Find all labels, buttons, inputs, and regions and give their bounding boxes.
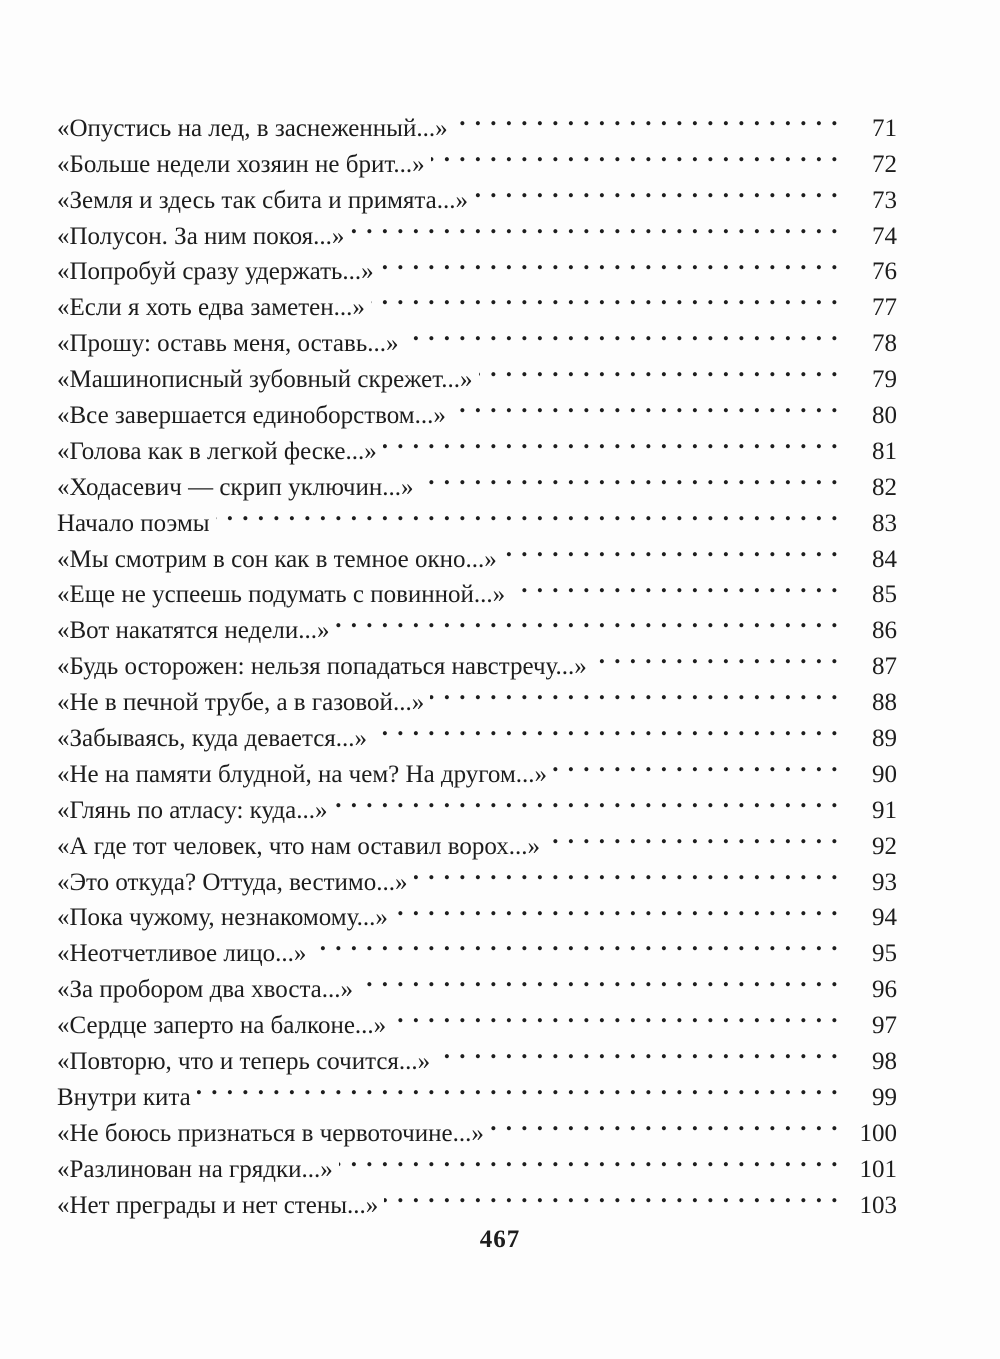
toc-entry-title: «Глянь по атласу: куда...» xyxy=(57,796,328,824)
toc-entry-page: 81 xyxy=(872,437,897,465)
dot-leader xyxy=(350,208,839,244)
toc-entry-title: «Все завершается единоборством...» xyxy=(57,402,446,430)
toc-entry-title: «Земля и здесь так сбита и примята...» xyxy=(57,186,468,214)
toc-entry-title: «Не боюсь признаться в червоточине...» xyxy=(57,1119,484,1147)
dot-leader xyxy=(511,567,839,603)
toc-entry-title: «Повторю, что и теперь сочится...» xyxy=(57,1048,431,1076)
toc-entry-page: 78 xyxy=(872,330,897,358)
dot-leader xyxy=(333,782,839,818)
dot-leader xyxy=(503,531,839,567)
toc-entry-page: 77 xyxy=(872,294,897,322)
dot-leader xyxy=(452,387,839,423)
dot-leader xyxy=(436,1033,839,1069)
toc-entry-title: «Мы смотрим в сон как в темное окно...» xyxy=(57,545,497,573)
toc-entry-title: «Полусон. За ним покоя...» xyxy=(57,222,345,250)
dot-leader xyxy=(553,746,839,782)
toc-entry-title: «Больше недели хозяин не брит...» xyxy=(57,150,425,178)
toc-entry-title: «Забываясь, куда девается...» xyxy=(57,725,368,753)
toc-entry-title: «Опустись на лед, в заснеженный...» xyxy=(57,114,448,142)
toc-entry-page: 82 xyxy=(872,473,897,501)
dot-leader xyxy=(371,279,839,315)
toc-entry-page: 89 xyxy=(872,725,897,753)
toc-entry-title: «Разлинован на грядки...» xyxy=(57,1155,333,1183)
toc-entry-title: «Еще не успеешь подумать с повинной...» xyxy=(57,581,506,609)
dot-leader xyxy=(373,710,839,746)
toc-entry-page: 96 xyxy=(872,976,897,1004)
dot-leader xyxy=(383,423,839,459)
dot-leader xyxy=(335,602,839,638)
dot-leader xyxy=(479,351,839,387)
page-number: 467 xyxy=(479,1226,521,1253)
table-of-contents xyxy=(57,100,897,1219)
toc-entry-page: 98 xyxy=(872,1048,897,1076)
toc-entry-title: «Не в печной трубе, а в газовой...» xyxy=(57,689,425,717)
toc-entry-page: 90 xyxy=(872,760,897,788)
toc-entry-page: 74 xyxy=(872,222,897,250)
toc-entry-page: 85 xyxy=(872,581,897,609)
dot-leader xyxy=(593,638,839,674)
dot-leader xyxy=(404,315,839,351)
toc-entry-page: 88 xyxy=(872,689,897,717)
toc-entry-page: 99 xyxy=(872,1083,897,1111)
toc-entry-title: Начало поэмы xyxy=(57,509,210,537)
toc-entry-title: «Голова как в легкой феске...» xyxy=(57,437,377,465)
toc-entry-page: 80 xyxy=(872,402,897,430)
toc-entry-title: «А где тот человек, что нам оставил ворох...» xyxy=(57,832,541,860)
toc-entry-page: 83 xyxy=(872,509,897,537)
toc-entry-page: 84 xyxy=(872,545,897,573)
toc-entry-title: «Нет преграды и нет стены...» xyxy=(57,1191,379,1219)
toc-entry-page: 101 xyxy=(859,1155,897,1183)
toc-entry-title: «Попробуй сразу удержать...» xyxy=(57,258,374,286)
dot-leader xyxy=(339,1141,839,1177)
dot-leader xyxy=(392,997,839,1033)
dot-leader xyxy=(380,244,839,280)
dot-leader xyxy=(414,854,840,890)
toc-entry-page: 87 xyxy=(872,653,897,681)
dot-leader xyxy=(430,674,839,710)
dot-leader xyxy=(384,1177,839,1213)
dot-leader xyxy=(431,136,839,172)
toc-entry-title: «Вот накатятся недели...» xyxy=(57,617,330,645)
toc-entry-title: «Неотчетливое лицо...» xyxy=(57,940,307,968)
toc-entry-page: 93 xyxy=(872,868,897,896)
toc-entry-page: 76 xyxy=(872,258,897,286)
dot-leader xyxy=(394,890,839,926)
toc-entry-title: «Ходасевич — скрип уключин...» xyxy=(57,473,414,501)
toc-entry-page: 72 xyxy=(872,150,897,178)
dot-leader xyxy=(546,818,839,854)
toc-entry xyxy=(57,100,897,142)
toc-entry-page: 100 xyxy=(859,1119,897,1147)
toc-entry-title: Внутри кита xyxy=(57,1083,191,1111)
dot-leader xyxy=(474,172,839,208)
toc-entry-page: 91 xyxy=(872,796,897,824)
toc-entry-title: «Пока чужому, незнакомому...» xyxy=(57,904,388,932)
toc-entry-page: 71 xyxy=(872,114,897,142)
toc-entry-page: 92 xyxy=(872,832,897,860)
dot-leader xyxy=(490,1105,839,1141)
toc-entry-title: «Машинописный зубовный скрежет...» xyxy=(57,366,473,394)
toc-entry-page: 97 xyxy=(872,1012,897,1040)
dot-leader xyxy=(312,925,839,961)
dot-leader xyxy=(359,961,839,997)
toc-entry-title: «Если я хоть едва заметен...» xyxy=(57,294,365,322)
dot-leader xyxy=(216,495,839,531)
toc-entry-title: «Не на памяти блудной, на чем? На другом...» xyxy=(57,760,548,788)
toc-entry-title: «Это откуда? Оттуда, вестимо...» xyxy=(57,868,408,896)
toc-entry-page: 103 xyxy=(859,1191,897,1219)
toc-entry-page: 73 xyxy=(872,186,897,214)
dot-leader xyxy=(420,459,839,495)
dot-leader xyxy=(197,1069,839,1105)
toc-entry-title: «За пробором два хвоста...» xyxy=(57,976,354,1004)
toc-entry-page: 94 xyxy=(872,904,897,932)
toc-entry-page: 79 xyxy=(872,366,897,394)
toc-entry-title: «Прошу: оставь меня, оставь...» xyxy=(57,330,399,358)
toc-entry-page: 95 xyxy=(872,940,897,968)
toc-entry-title: «Будь осторожен: нельзя попадаться навстречу...» xyxy=(57,653,587,681)
toc-entry-page: 86 xyxy=(872,617,897,645)
dot-leader xyxy=(454,100,839,136)
toc-entry-title: «Сердце заперто на балконе...» xyxy=(57,1012,387,1040)
